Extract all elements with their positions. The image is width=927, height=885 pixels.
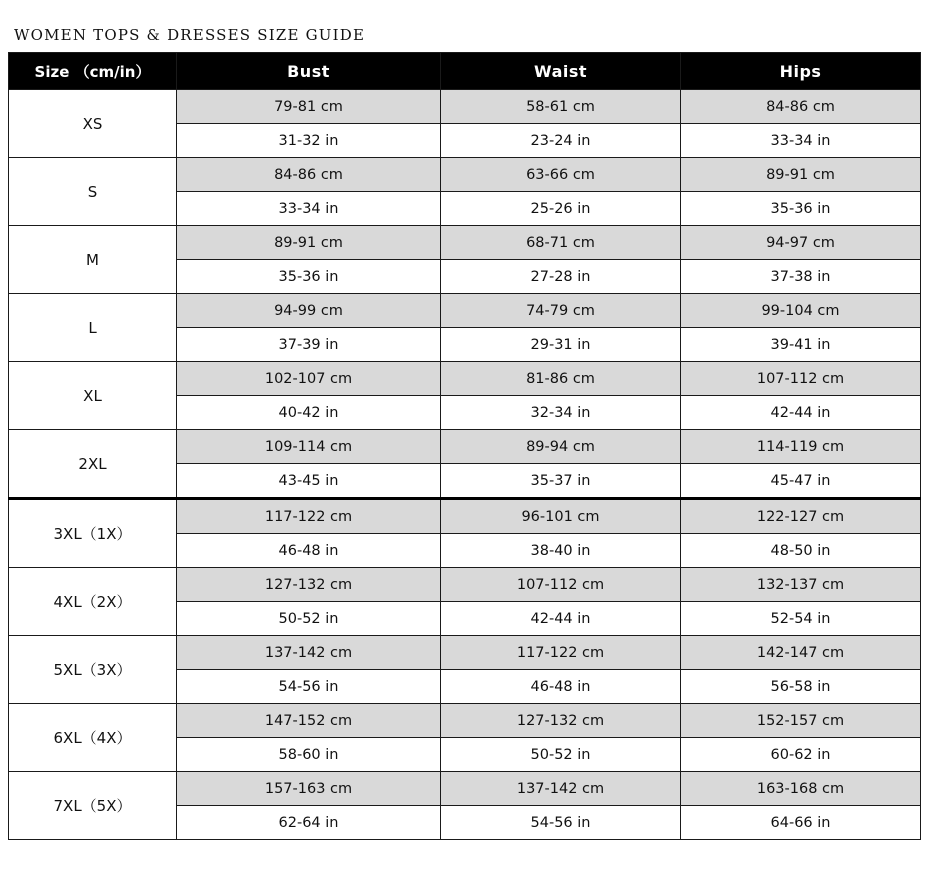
waist-in: 27-28 in: [441, 260, 681, 294]
waist-in: 50-52 in: [441, 738, 681, 772]
hips-in: 45-47 in: [681, 464, 921, 499]
bust-in: 37-39 in: [177, 328, 441, 362]
table-row: [9, 226, 921, 260]
table-row: [9, 636, 921, 670]
hips-cm: 107-112 cm: [681, 362, 921, 396]
table-body: [9, 90, 921, 840]
table-row: [9, 294, 921, 328]
bust-cm: 117-122 cm: [177, 499, 441, 534]
bust-in: 40-42 in: [177, 396, 441, 430]
waist-cm: 117-122 cm: [441, 636, 681, 670]
waist-in: 25-26 in: [441, 192, 681, 226]
hips-in: 33-34 in: [681, 124, 921, 158]
bust-cm: 84-86 cm: [177, 158, 441, 192]
hips-cm: 132-137 cm: [681, 568, 921, 602]
table-row: [9, 704, 921, 738]
bust-cm: 137-142 cm: [177, 636, 441, 670]
waist-cm: 107-112 cm: [441, 568, 681, 602]
hips-cm: 94-97 cm: [681, 226, 921, 260]
page-title: WOMEN TOPS & DRESSES SIZE GUIDE: [14, 26, 366, 44]
table-row: [9, 499, 921, 534]
bust-in: 31-32 in: [177, 124, 441, 158]
hips-in: 48-50 in: [681, 534, 921, 568]
hips-in: 56-58 in: [681, 670, 921, 704]
size-label: XS: [9, 90, 177, 158]
bust-in: 33-34 in: [177, 192, 441, 226]
size-label: XL: [9, 362, 177, 430]
hips-cm: 163-168 cm: [681, 772, 921, 806]
waist-in: 29-31 in: [441, 328, 681, 362]
hips-in: 64-66 in: [681, 806, 921, 840]
bust-in: 58-60 in: [177, 738, 441, 772]
size-label: 4XL（2X）: [9, 568, 177, 636]
hips-cm: 114-119 cm: [681, 430, 921, 464]
waist-cm: 127-132 cm: [441, 704, 681, 738]
column-header-size: Size （cm/in）: [9, 53, 177, 90]
bust-in: 43-45 in: [177, 464, 441, 499]
waist-in: 46-48 in: [441, 670, 681, 704]
hips-in: 35-36 in: [681, 192, 921, 226]
waist-in: 42-44 in: [441, 602, 681, 636]
size-label: 3XL（1X）: [9, 499, 177, 568]
hips-cm: 84-86 cm: [681, 90, 921, 124]
table-row: [9, 158, 921, 192]
hips-in: 60-62 in: [681, 738, 921, 772]
table-row: [9, 772, 921, 806]
table-row: [9, 430, 921, 464]
bust-in: 62-64 in: [177, 806, 441, 840]
size-label: 2XL: [9, 430, 177, 499]
waist-cm: 89-94 cm: [441, 430, 681, 464]
bust-in: 50-52 in: [177, 602, 441, 636]
hips-cm: 142-147 cm: [681, 636, 921, 670]
hips-in: 39-41 in: [681, 328, 921, 362]
bust-cm: 94-99 cm: [177, 294, 441, 328]
bust-cm: 147-152 cm: [177, 704, 441, 738]
table-row: [9, 362, 921, 396]
table-row: [9, 568, 921, 602]
bust-cm: 79-81 cm: [177, 90, 441, 124]
waist-cm: 74-79 cm: [441, 294, 681, 328]
hips-cm: 152-157 cm: [681, 704, 921, 738]
waist-cm: 96-101 cm: [441, 499, 681, 534]
waist-cm: 68-71 cm: [441, 226, 681, 260]
size-label: M: [9, 226, 177, 294]
bust-cm: 157-163 cm: [177, 772, 441, 806]
table-header-row: [9, 53, 921, 90]
hips-cm: 122-127 cm: [681, 499, 921, 534]
waist-cm: 81-86 cm: [441, 362, 681, 396]
hips-cm: 89-91 cm: [681, 158, 921, 192]
bust-cm: 89-91 cm: [177, 226, 441, 260]
waist-in: 35-37 in: [441, 464, 681, 499]
column-header-waist: Waist: [441, 53, 681, 90]
waist-in: 32-34 in: [441, 396, 681, 430]
bust-in: 46-48 in: [177, 534, 441, 568]
size-label: 5XL（3X）: [9, 636, 177, 704]
size-guide-table: [8, 52, 921, 840]
hips-in: 52-54 in: [681, 602, 921, 636]
column-header-hips: Hips: [681, 53, 921, 90]
waist-cm: 58-61 cm: [441, 90, 681, 124]
bust-cm: 127-132 cm: [177, 568, 441, 602]
waist-in: 23-24 in: [441, 124, 681, 158]
column-header-bust: Bust: [177, 53, 441, 90]
bust-in: 35-36 in: [177, 260, 441, 294]
bust-in: 54-56 in: [177, 670, 441, 704]
waist-in: 38-40 in: [441, 534, 681, 568]
table-row: [9, 90, 921, 124]
size-label: 7XL（5X）: [9, 772, 177, 840]
waist-in: 54-56 in: [441, 806, 681, 840]
hips-in: 42-44 in: [681, 396, 921, 430]
bust-cm: 102-107 cm: [177, 362, 441, 396]
waist-cm: 137-142 cm: [441, 772, 681, 806]
size-label: L: [9, 294, 177, 362]
hips-in: 37-38 in: [681, 260, 921, 294]
size-label: 6XL（4X）: [9, 704, 177, 772]
bust-cm: 109-114 cm: [177, 430, 441, 464]
size-label: S: [9, 158, 177, 226]
waist-cm: 63-66 cm: [441, 158, 681, 192]
table-header: [9, 53, 921, 90]
hips-cm: 99-104 cm: [681, 294, 921, 328]
